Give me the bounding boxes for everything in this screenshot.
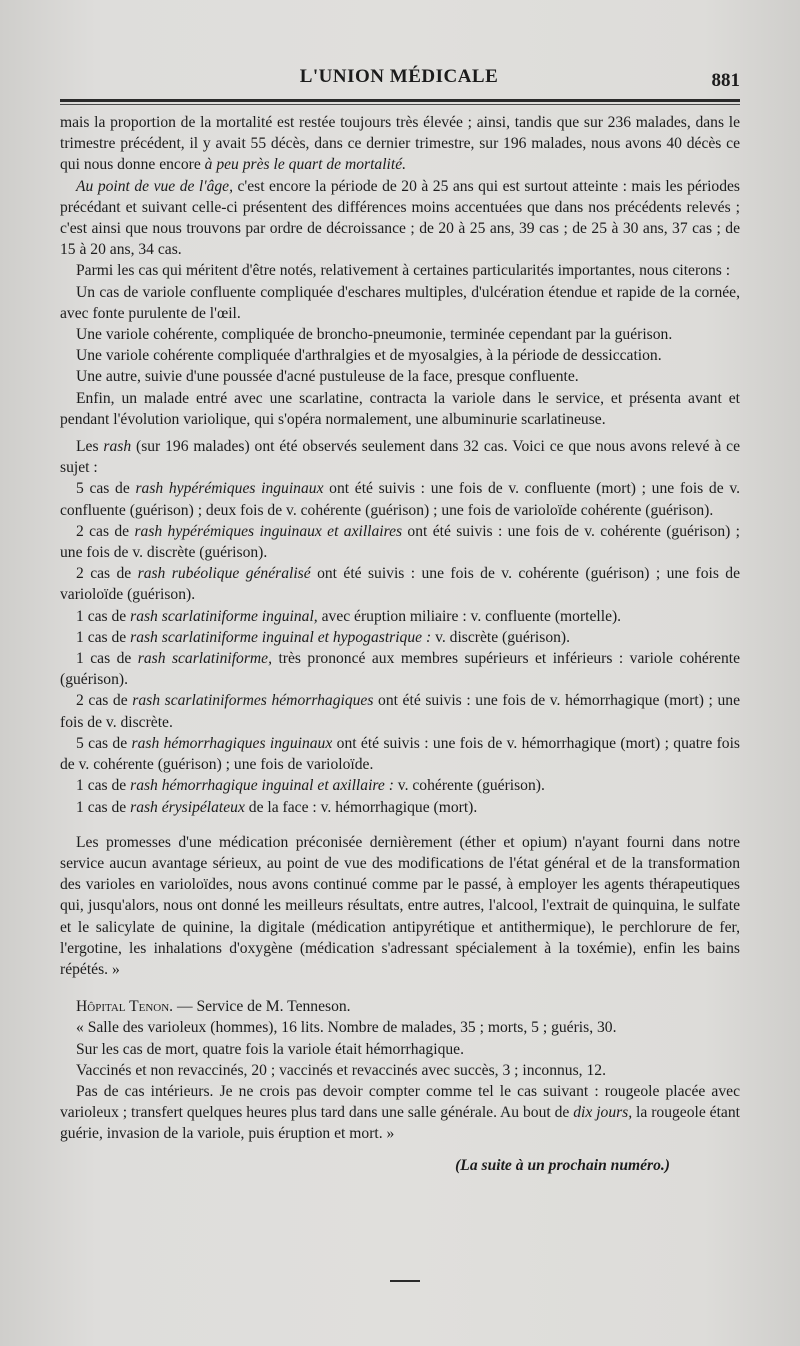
list-item: 2 cas de rash hypérémiques inguinaux et axillaires ont été suivis : une fois de v. cohérente (guérison) ; une fois de v. discrète (guérison). [60, 522, 740, 562]
page-header [58, 64, 740, 100]
paragraph-case-5: Enfin, un malade entré avec une scarlatine, contracta la variole dans le service, et présenta avant et pendant l'évolution variolique, qui s'opéra normalement, une albuminurie scarlatineuse. [60, 389, 740, 428]
paragraph-case-3: Une variole cohérente compliquée d'arthralgies et de myosalgies, à la période de dessiccation. [76, 347, 662, 365]
paragraph-rash-intro: Les rash (sur 196 malades) ont été observés seulement dans 32 cas. Voici ce que nous avons relevé à ce sujet : [60, 438, 740, 477]
continued-note: (La suite à un prochain numéro.) [455, 1156, 670, 1174]
article-body [60, 112, 740, 1176]
list-item: 5 cas de rash hémorrhagiques inguinaux ont été suivis : une fois de v. hémorrhagique (mort) ; quatre fois de v. cohérente (guérison) ; une fois de varioloïde. [60, 734, 741, 774]
page-number: 881 [711, 70, 740, 91]
list-item: 2 cas de rash scarlatiniformes hémorrhagiques ont été suivis : une fois de v. hémorrhagique (mort) ; une fois de v. discrète. [60, 692, 740, 731]
list-item: 5 cas de rash hypérémiques inguinaux ont été suivis : une fois de v. confluente (mort) ; une fois de v. confluente (guérison) ; deux fois de v. cohérente (guérison) ; une fois de varioloïde cohérente (guérison). [60, 480, 740, 519]
list-item: 1 cas de rash scarlatiniforme, très prononcé aux membres supérieurs et inférieurs : variole cohérente (guérison). [60, 650, 741, 689]
paragraph-case-1: Un cas de variole confluente compliquée d'eschares multiples, d'ulcération étendue et rapide de la cornée, avec fonte purulente de l'œil. [60, 283, 740, 322]
list-item: 1 cas de rash scarlatiniforme inguinal et hypogastrique : v. discrète (guérison). [76, 628, 571, 646]
tenon-heading: Hôpital Tenon. — Service de M. Tenneson. [76, 998, 351, 1016]
list-item: 1 cas de rash hémorrhagique inguinal et axillaire : v. cohérente (guérison). [76, 777, 545, 795]
list-item: 2 cas de rash rubéolique généralisé ont été suivis : une fois de v. cohérente (guérison) ; une fois de varioloïde (guérison). [60, 565, 741, 604]
tenon-line-4: Pas de cas intérieurs. Je ne crois pas devoir compter comme tel le cas suivant : rougeole placée avec varioleux ; transfert quelques heures plus tard dans une salle générale. Au bout de dix jours, la rougeole étant guérie, invasion de la variole, puis éruption et mort. » [60, 1082, 740, 1143]
tenon-section [60, 996, 740, 1144]
list-item: 1 cas de rash scarlatiniforme inguinal, avec éruption miliaire : v. confluente (mortelle). [76, 607, 622, 625]
paragraph-case-2: Une variole cohérente, compliquée de broncho-pneumonie, terminée cependant par la guérison. [76, 326, 673, 344]
paragraph-age: Au point de vue de l'âge, c'est encore la période de 20 à 25 ans qui est surtout atteinte : mais les périodes précédant et suivant celle-ci présentent des différences moins accentuées que dans nos précédents relevés ; c'est ainsi que nous trouvons par ordre de décroissance ; de 20 à 25 ans, 39 cas ; de 25 à 30 ans, 37 cas ; de 15 à 20 ans, 34 cas. [60, 177, 740, 259]
paragraph-case-4: Une autre, suivie d'une poussée d'acné pustuleuse de la face, presque confluente. [76, 368, 579, 386]
header-rule-thick [60, 99, 740, 102]
paragraph-notable-cases: Parmi les cas qui méritent d'être notés, relativement à certaines particularités importantes, nous citerons : [76, 262, 731, 280]
rash-case-list [60, 478, 740, 817]
tenon-line-3: Vaccinés et non revaccinés, 20 ; vaccinés et revaccinés avec succès, 3 ; inconnus, 12. [76, 1061, 606, 1079]
header-rule-thin [60, 104, 740, 105]
end-rule [390, 1280, 420, 1282]
list-item: 1 cas de rash érysipélateux de la face : v. hémorrhagique (mort). [76, 798, 478, 816]
running-title: L'UNION MÉDICALE [299, 66, 499, 87]
tenon-line-1: « Salle des varioleux (hommes), 16 lits. Nombre de malades, 35 ; morts, 5 ; guéris, 30. [76, 1019, 617, 1037]
paragraph-mortality: mais la proportion de la mortalité est restée toujours très élevée ; ainsi, tandis que sur 236 malades, dans le trimestre précédent, il y avait 55 décès, dans ce dernier trimestre, sur 196 malades, nous avons 40 décès ce qui nous donne encore à peu près le quart de mortalité. [60, 114, 740, 174]
paragraph-therapeutics: Les promesses d'une médication préconisée dernièrement (éther et opium) n'ayant fourni dans notre service aucun avantage sérieux, au point de vue des modifications de l'état général et de la transformation des varioles en varioloïdes, nous avons continué comme par le passé, à employer les agents thérapeutiques qui, jusqu'alors, nous ont donné les meilleurs résultats, entre autres, l'alcool, l'extrait de quinquina, le sulfate et le salicylate de quinine, la digitale (médication antipyrétique et antithermique), le perchlorure de fer, l'ergotine, les inhalations d'oxygène (médication s'adressant spécialement à la toxémie), enfin les bains répétés. » [60, 833, 740, 978]
tenon-line-2: Sur les cas de mort, quatre fois la variole était hémorrhagique. [76, 1040, 464, 1058]
